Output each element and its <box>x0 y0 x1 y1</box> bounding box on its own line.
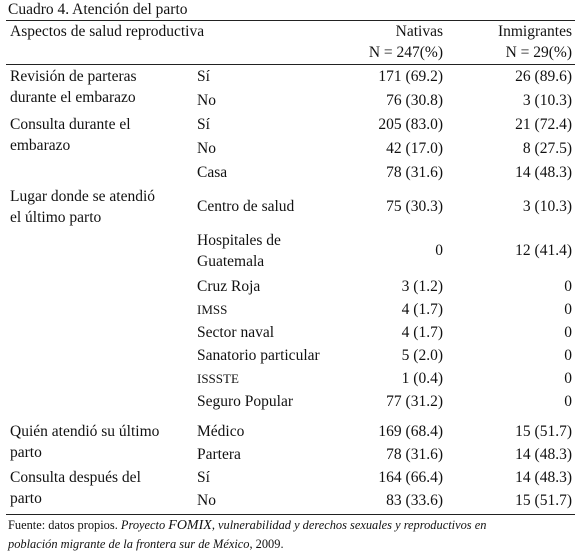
cell-inmigrantes: 14 (48.3) <box>515 469 572 486</box>
table-title: Cuadro 4. Atención del parto <box>8 1 188 18</box>
group-label: Quién atendió su último <box>10 423 160 440</box>
cell-inmigrantes: 15 (51.7) <box>515 492 572 509</box>
row-option: IMSS <box>197 302 228 317</box>
group-label: durante el embarazo <box>10 89 136 106</box>
header-nativas: Nativas <box>395 23 443 40</box>
row-option: Seguro Popular <box>197 393 294 410</box>
cell-inmigrantes: 21 (72.4) <box>515 116 572 133</box>
cell-inmigrantes: 14 (48.3) <box>515 446 572 463</box>
header-aspectos: Aspectos de salud reproductiva <box>10 23 205 40</box>
header-rule <box>6 64 575 65</box>
table-footnote <box>8 516 574 553</box>
header-inmigrantes: Inmigrantes <box>497 23 572 40</box>
row-option: No <box>197 492 216 509</box>
cell-nativas: 42 (17.0) <box>386 140 443 157</box>
row-option: Sanatorio particular <box>197 347 320 364</box>
group-label: embarazo <box>10 137 71 154</box>
cell-nativas: 83 (33.6) <box>386 492 443 509</box>
row-option: No <box>197 92 216 109</box>
row-option: Centro de salud <box>197 198 295 215</box>
row-option: Hospitales de <box>197 232 281 249</box>
row-option: Sector naval <box>197 324 275 341</box>
cell-inmigrantes: 12 (41.4) <box>515 242 572 259</box>
cell-inmigrantes: 3 (10.3) <box>522 92 572 109</box>
cell-inmigrantes: 26 (89.6) <box>515 68 572 85</box>
group-label: parto <box>10 490 42 507</box>
cell-inmigrantes: 0 <box>564 393 572 410</box>
cell-nativas: 3 (1.2) <box>401 278 443 295</box>
row-option: Casa <box>197 164 228 181</box>
row-option: Sí <box>197 469 210 486</box>
group-label: el último parto <box>10 209 102 226</box>
footnote-project-title: , vulnerabilidad y derechos sexuales y reproductivos en <box>211 518 487 532</box>
cell-nativas: 169 (68.4) <box>378 423 443 440</box>
cell-nativas: 77 (31.2) <box>386 393 443 410</box>
row-option: Sí <box>197 68 210 85</box>
cell-nativas: 1 (0.4) <box>401 370 443 387</box>
footnote-project-title-line2: población migrante de la frontera sur de México <box>8 537 250 551</box>
bottom-rule <box>6 514 575 515</box>
cell-nativas: 76 (30.8) <box>386 92 443 109</box>
cell-nativas: 4 (1.7) <box>401 324 443 341</box>
cell-nativas: 75 (30.3) <box>386 198 443 215</box>
cell-inmigrantes: 0 <box>564 301 572 318</box>
cell-inmigrantes: 0 <box>564 278 572 295</box>
footnote-fomix: FOMIX <box>168 518 212 533</box>
cell-nativas: 78 (31.6) <box>386 164 443 181</box>
group-label: Consulta después del <box>10 469 141 486</box>
cell-nativas: 0 <box>435 242 443 259</box>
row-option: Partera <box>197 446 241 463</box>
cell-inmigrantes: 3 (10.3) <box>522 198 572 215</box>
row-option: Médico <box>197 423 245 440</box>
cell-inmigrantes: 0 <box>564 324 572 341</box>
row-option: Cruz Roja <box>197 278 261 295</box>
cell-nativas: 5 (2.0) <box>401 347 443 364</box>
row-option: No <box>197 140 216 157</box>
cell-inmigrantes: 14 (48.3) <box>515 164 572 181</box>
row-option: ISSSTE <box>197 371 239 386</box>
cell-inmigrantes: 0 <box>564 370 572 387</box>
cell-inmigrantes: 15 (51.7) <box>515 423 572 440</box>
header-n-nativas: N = 247(%) <box>368 44 443 61</box>
cell-nativas: 4 (1.7) <box>401 301 443 318</box>
group-label: Revisión de parteras <box>10 68 137 85</box>
row-option: Sí <box>197 116 210 133</box>
group-label: parto <box>10 444 42 461</box>
cell-inmigrantes: 8 (27.5) <box>522 140 572 157</box>
cell-nativas: 78 (31.6) <box>386 446 443 463</box>
footnote-source: Fuente: datos propios. <box>8 518 121 532</box>
cell-inmigrantes: 0 <box>564 347 572 364</box>
cell-nativas: 171 (69.2) <box>378 68 443 85</box>
row-option: Guatemala <box>197 253 265 270</box>
group-label: Lugar donde se atendió <box>10 188 156 205</box>
cell-nativas: 205 (83.0) <box>378 116 443 133</box>
cell-nativas: 164 (66.4) <box>378 469 443 486</box>
footnote-project: Proyecto <box>120 518 169 532</box>
header-n-inmigrantes: N = 29(%) <box>505 44 572 61</box>
group-label: Consulta durante el <box>10 116 131 133</box>
footnote-year: , 2009. <box>249 537 284 551</box>
